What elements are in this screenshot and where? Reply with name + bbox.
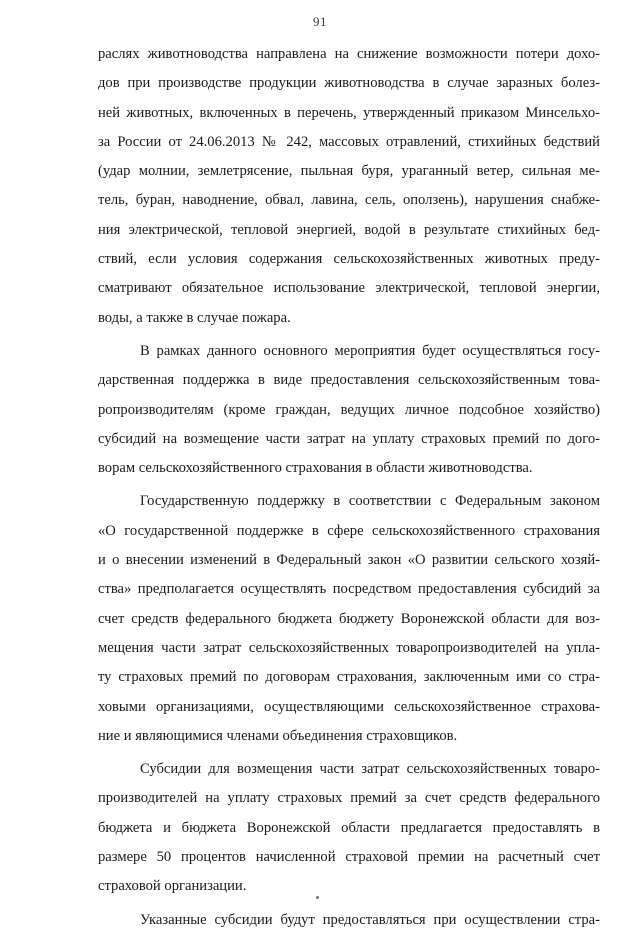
paragraph — [98, 906, 600, 935]
text-line: ней животных, включенных в перечень, утвержденный приказом Минсельхо- — [98, 104, 600, 121]
text-line: тель, буран, наводнение, обвал, лавина, сель, оползень), нарушения снабже- — [98, 192, 600, 209]
text-line: за России от 24.06.2013 № 242, массовых отравлений, стихийных бедствий — [98, 133, 600, 150]
text-line: Указанные субсидии будут предоставляться при осуществлении стра- — [140, 911, 600, 928]
text-line: (удар молнии, землетрясение, пыльная буря, ураганный ветер, сильная ме- — [98, 163, 600, 180]
text-line: бюджета и бюджета Воронежской области предлагается предоставлять в — [98, 819, 600, 836]
text-line: производителей на уплату страховых премий за счет средств федерального — [98, 790, 600, 807]
text-line: Государственную поддержку в соответствии с Федеральным законом — [140, 493, 600, 510]
text-line: ние и являющимися членами объединения страховщиков. — [98, 727, 458, 744]
text-line: страховой организации. — [98, 878, 247, 895]
text-line: В рамках данного основного мероприятия будет осуществляться госу- — [140, 342, 600, 359]
paragraph — [98, 40, 600, 333]
paragraph — [98, 487, 600, 751]
text-line: ствий, если условия содержания сельскохозяйственных животных преду- — [98, 251, 600, 268]
text-line: ропроизводителям (кроме граждан, ведущих личное подсобное хозяйство) — [98, 401, 600, 418]
text-line: ворам сельскохозяйственного страхования в области животноводства. — [98, 460, 533, 477]
text-line: ния электрической, тепловой энергией, водой в результате стихийных бед- — [98, 221, 600, 238]
document-body — [98, 40, 600, 935]
text-line: сматривают обязательное использование электрической, тепловой энергии, — [98, 280, 600, 297]
text-line: ховыми организациями, осуществляющими сельскохозяйственное страхова- — [98, 698, 600, 715]
text-line: счет средств федерального бюджета бюджету Воронежской области для воз- — [98, 610, 600, 627]
scan-speck — [316, 896, 319, 899]
paragraph — [98, 337, 600, 483]
text-line: дов при производстве продукции животноводства в случае заразных болез- — [98, 75, 600, 92]
text-line: ства» предполагается осуществлять посредством предоставления субсидий за — [98, 581, 600, 598]
text-line: раслях животноводства направлена на снижение возможности потери дохо- — [98, 46, 600, 62]
text-line: и о внесении изменений в Федеральный закон «О развитии сельского хозяй- — [98, 552, 600, 569]
text-line: «О государственной поддержке в сфере сельскохозяйственного страхования — [98, 522, 600, 539]
text-line: дарственная поддержка в виде предоставления сельскохозяйственным това- — [98, 372, 600, 389]
paragraph — [98, 755, 600, 901]
text-line: ту страховых премий по договорам страхования, заключенным ими со стра- — [98, 669, 600, 686]
text-line: размере 50 процентов начисленной страховой премии на расчетный счет — [98, 849, 600, 866]
text-line: субсидий на возмещение части затрат на уплату страховых премий по дого- — [98, 430, 600, 447]
text-line: воды, а также в случае пожара. — [98, 309, 291, 326]
text-line: Субсидии для возмещения части затрат сельскохозяйственных товаро- — [140, 761, 600, 778]
page-number: 91 — [313, 14, 327, 29]
text-line: мещения части затрат сельскохозяйственных товаропроизводителей на упла- — [98, 639, 600, 656]
